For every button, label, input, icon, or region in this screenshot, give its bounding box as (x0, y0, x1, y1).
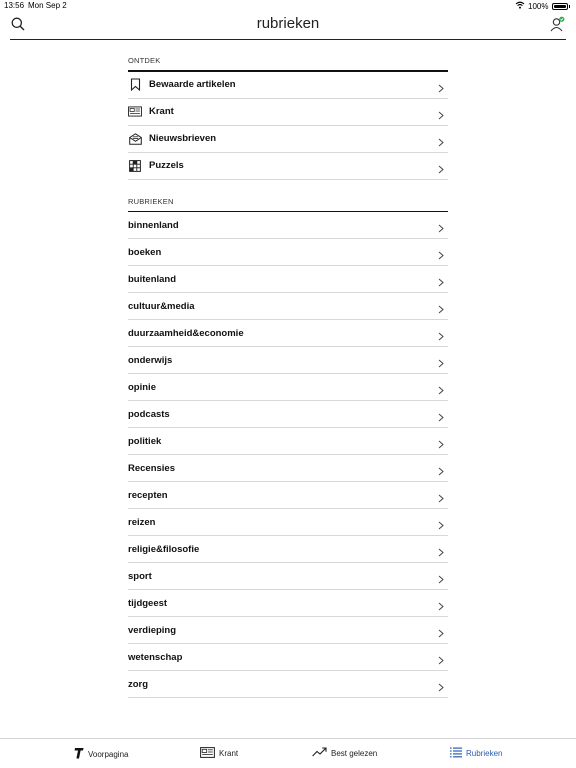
chevron-right-icon (438, 107, 444, 125)
chevron-right-icon (438, 436, 444, 454)
rubriek-item-label: podcasts (128, 408, 170, 420)
status-time: 13:56 (4, 1, 25, 10)
rubriek-item[interactable] (128, 536, 448, 563)
chevron-right-icon (438, 274, 444, 292)
chevron-right-icon (438, 328, 444, 346)
rubriek-item[interactable] (128, 347, 448, 374)
chevron-right-icon (438, 463, 444, 481)
user-icon (550, 16, 565, 32)
rubriek-item[interactable] (128, 509, 448, 536)
rubriek-item[interactable] (128, 293, 448, 320)
rubrieken-list (128, 212, 448, 698)
rubriek-item-label: tijdgeest (128, 597, 168, 609)
rubriek-item[interactable] (128, 590, 448, 617)
ontdek-item-puzzels[interactable] (128, 153, 448, 180)
rubriek-item-label: wetenschap (128, 651, 183, 663)
tab-label: Rubrieken (466, 749, 503, 758)
battery-percentage: 100% (528, 1, 549, 11)
rubriek-item[interactable] (128, 374, 448, 401)
battery-icon (552, 3, 568, 10)
rubriek-item[interactable] (128, 671, 448, 698)
ontdek-item-bewaarde-artikelen[interactable] (128, 72, 448, 99)
rubriek-item-label: onderwijs (128, 354, 173, 366)
ontdek-item-label: Puzzels (149, 160, 184, 171)
rubriek-item-label: zorg (128, 678, 149, 690)
chevron-right-icon (438, 490, 444, 508)
rubriek-item[interactable] (128, 563, 448, 590)
chevron-right-icon (438, 301, 444, 319)
ontdek-item-label: Nieuwsbrieven (149, 133, 217, 144)
newspaper-icon (200, 747, 215, 760)
chevron-right-icon (438, 679, 444, 697)
profile-button[interactable] (550, 16, 565, 37)
chevron-right-icon (438, 220, 444, 238)
rubriek-item[interactable] (128, 212, 448, 239)
envelope-icon (128, 132, 142, 146)
bookmark-icon (128, 78, 142, 92)
section-label-ontdek: ONTDEK (128, 56, 161, 65)
newspaper-icon (128, 105, 142, 119)
rubriek-item-label: recepten (128, 489, 168, 501)
tab-label: Best gelezen (331, 748, 378, 758)
tab-bar (0, 738, 576, 768)
page-title: rubrieken (256, 15, 320, 32)
rubriek-item-label: religie&filosofie (128, 543, 200, 555)
rubriek-item[interactable] (128, 239, 448, 266)
chevron-right-icon (438, 409, 444, 427)
tab-rubrieken[interactable] (450, 747, 502, 760)
rubriek-item[interactable] (128, 644, 448, 671)
chevron-right-icon (438, 355, 444, 373)
chevron-right-icon (438, 571, 444, 589)
rubriek-item-label: buitenland (128, 273, 177, 285)
tab-label: Krant (219, 749, 239, 758)
rubriek-item-label: cultuur&media (128, 300, 195, 312)
tab-voorpagina[interactable] (74, 747, 128, 761)
rubriek-item[interactable] (128, 401, 448, 428)
rubriek-item[interactable] (128, 320, 448, 347)
list-icon (450, 747, 462, 760)
rubriek-item-label: opinie (128, 381, 156, 393)
status-bar (0, 0, 576, 12)
chevron-right-icon (438, 625, 444, 643)
header (0, 12, 576, 40)
trouw-t-icon (74, 747, 84, 761)
rubriek-item[interactable] (128, 482, 448, 509)
rubriek-item[interactable] (128, 455, 448, 482)
chevron-right-icon (438, 161, 444, 179)
chevron-right-icon (438, 134, 444, 152)
ontdek-item-label: Krant (149, 106, 174, 117)
rubriek-item-label: reizen (128, 516, 156, 528)
rubriek-item-label: verdieping (128, 624, 177, 636)
rubriek-item-label: sport (128, 570, 152, 582)
ontdek-item-label: Bewaarde artikelen (149, 79, 236, 90)
rubriek-item-label: duurzaamheid&economie (128, 327, 244, 339)
rubriek-item-label: Recensies (128, 462, 176, 474)
rubriek-item[interactable] (128, 617, 448, 644)
tab-krant[interactable] (200, 747, 238, 760)
ontdek-item-nieuwsbrieven[interactable] (128, 126, 448, 153)
rubriek-item[interactable] (128, 428, 448, 455)
section-label-rubrieken: RUBRIEKEN (128, 196, 174, 206)
chevron-right-icon (438, 517, 444, 535)
chevron-right-icon (438, 544, 444, 562)
rubriek-item-label: boeken (128, 246, 162, 258)
tab-label: Voorpagina (88, 749, 129, 759)
ontdek-item-krant[interactable] (128, 99, 448, 126)
chevron-right-icon (438, 80, 444, 98)
tab-best-gelezen[interactable] (312, 747, 377, 759)
wifi-icon (515, 1, 525, 11)
status-date: Mon Sep 2 (28, 1, 67, 10)
trending-up-icon (312, 747, 327, 759)
chevron-right-icon (438, 382, 444, 400)
sections-list (128, 56, 448, 698)
rubriek-item[interactable] (128, 266, 448, 293)
chevron-right-icon (438, 247, 444, 265)
rubriek-item-label: politiek (128, 435, 162, 447)
status-right (515, 1, 570, 11)
puzzle-grid-icon (128, 159, 142, 173)
chevron-right-icon (438, 652, 444, 670)
chevron-right-icon (438, 598, 444, 616)
rubriek-item-label: binnenland (128, 219, 179, 231)
header-divider (10, 39, 566, 40)
